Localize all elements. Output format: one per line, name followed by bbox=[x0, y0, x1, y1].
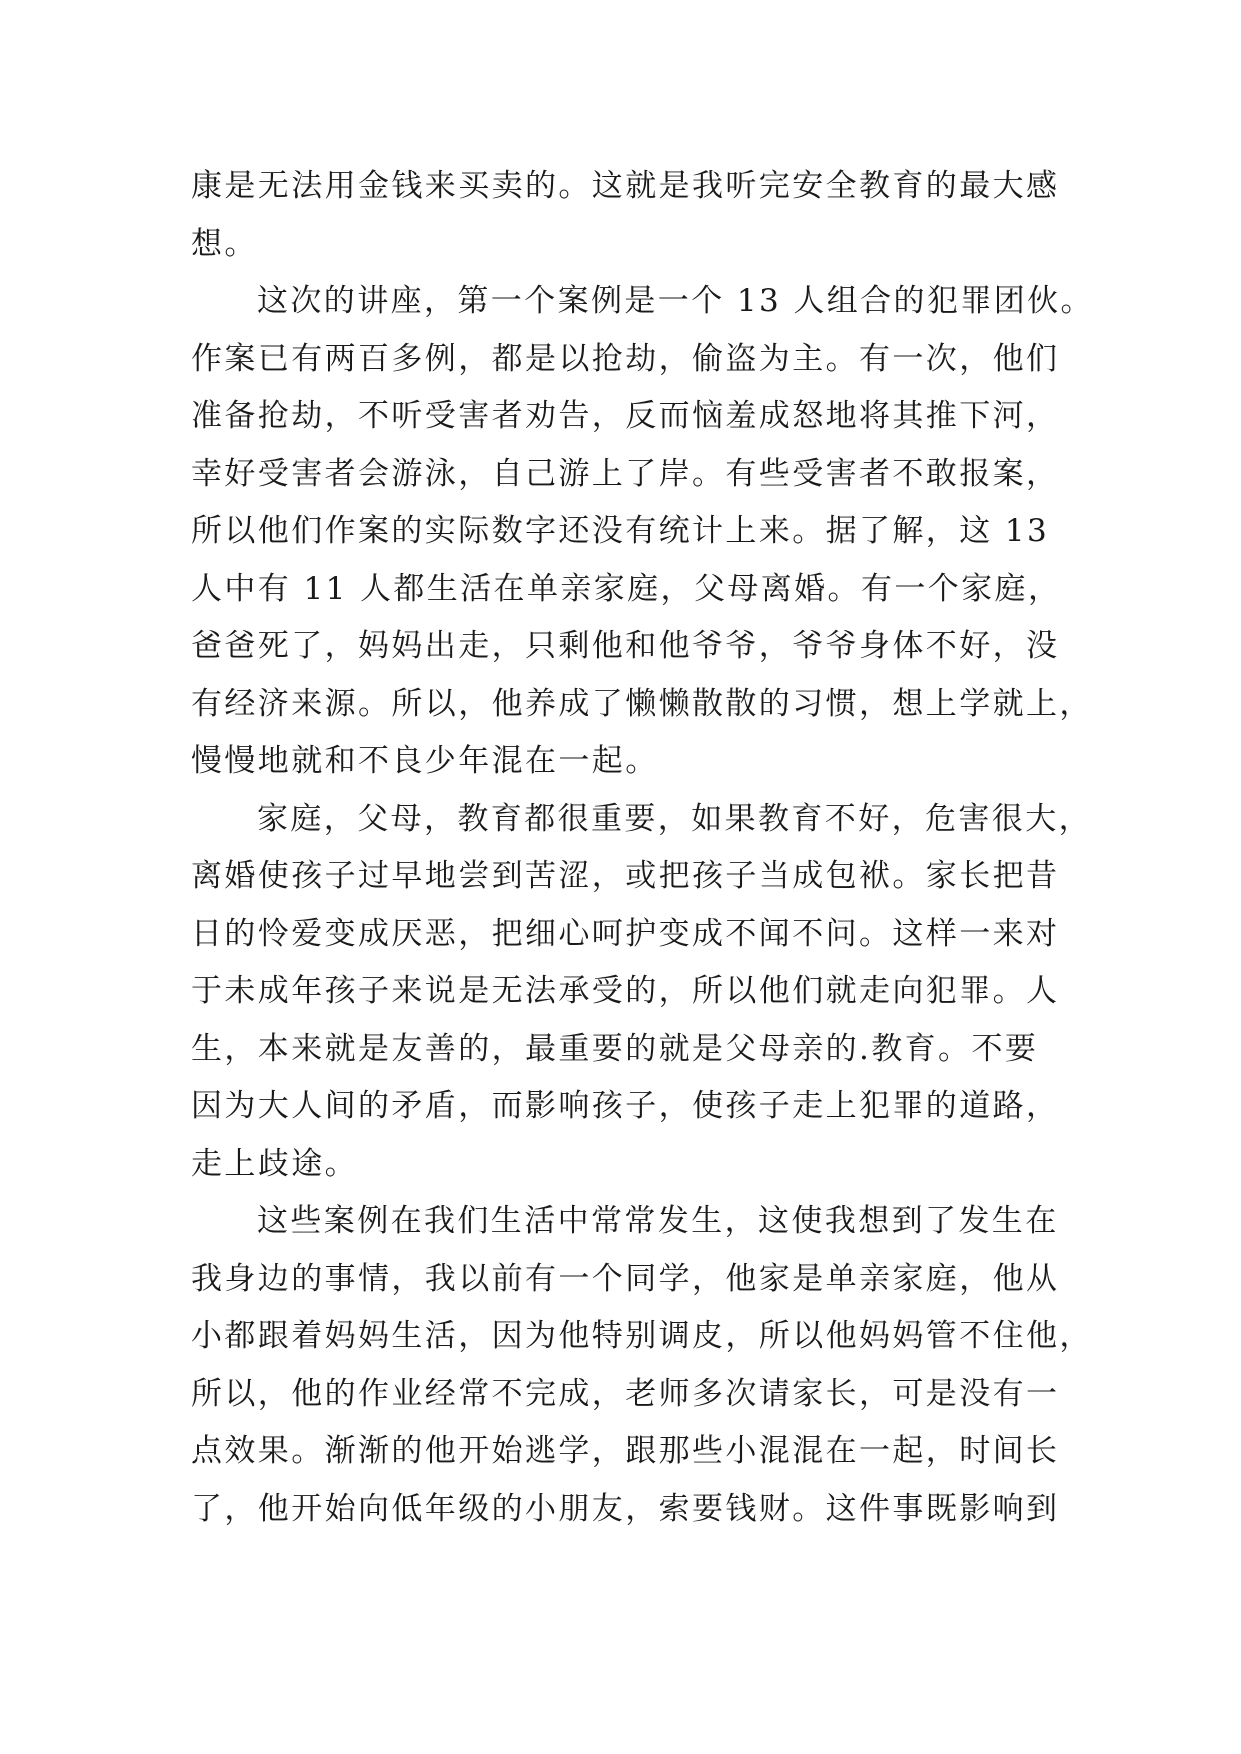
document-body bbox=[191, 158, 1094, 1538]
text-line: 小都跟着妈妈生活，因为他特别调皮，所以他妈妈管不住他， bbox=[191, 1318, 1093, 1354]
text-line: 于未成年孩子来说是无法承受的，所以他们就走向犯罪。人 bbox=[191, 973, 1060, 1009]
text-line: 所以他们作案的实际数字还没有统计上来。据了解，这 13 bbox=[191, 513, 1050, 549]
text-line: 家庭，父母，教育都很重要，如果教育不好，危害很大， bbox=[257, 800, 1092, 837]
text-line: 准备抢劫，不听受害者劝告，反而恼羞成怒地将其推下河， bbox=[191, 398, 1060, 434]
text-line: 幸好受害者会游泳，自己游上了岸。有些受害者不敢报案， bbox=[191, 455, 1060, 492]
text-line: 这次的讲座，第一个案例是一个 13 人组合的犯罪团伙。 bbox=[257, 283, 1094, 319]
text-line: 康是无法用金钱来买卖的。这就是我听完安全教育的最大感 bbox=[191, 168, 1060, 204]
text-line: 爸爸死了，妈妈出走，只剩他和他爷爷，爷爷身体不好，没 bbox=[191, 628, 1060, 664]
text-line: 走上歧途。 bbox=[191, 1145, 358, 1182]
text-line: 点效果。渐渐的他开始逃学，跟那些小混混在一起，时间长 bbox=[191, 1433, 1060, 1469]
text-line: 作案已有两百多例，都是以抢劫，偷盗为主。有一次，他们 bbox=[191, 340, 1060, 377]
text-line: 因为大人间的矛盾，而影响孩子，使孩子走上犯罪的道路， bbox=[191, 1088, 1060, 1124]
text-line: 了，他开始向低年级的小朋友，索要钱财。这件事既影响到 bbox=[191, 1490, 1060, 1527]
text-line: 离婚使孩子过早地尝到苦涩，或把孩子当成包袱。家长把昔 bbox=[191, 858, 1060, 894]
text-line: 所以，他的作业经常不完成，老师多次请家长，可是没有一 bbox=[191, 1375, 1060, 1412]
text-line: 日的怜爱变成厌恶，把细心呵护变成不闻不问。这样一来对 bbox=[191, 915, 1060, 952]
text-line: 我身边的事情，我以前有一个同学，他家是单亲家庭，他从 bbox=[191, 1260, 1060, 1297]
text-line: 想。 bbox=[191, 225, 258, 262]
text-line: 这些案例在我们生活中常常发生，这使我想到了发生在 bbox=[257, 1203, 1059, 1239]
text-line: 有经济来源。所以，他养成了懒懒散散的习惯，想上学就上， bbox=[191, 685, 1093, 722]
text-line: 生，本来就是友善的，最重要的就是父母亲的.教育。不要 bbox=[191, 1030, 1039, 1067]
text-line: 人中有 11 人都生活在单亲家庭，父母离婚。有一个家庭， bbox=[191, 570, 1062, 607]
text-line: 慢慢地就和不良少年混在一起。 bbox=[191, 743, 659, 779]
